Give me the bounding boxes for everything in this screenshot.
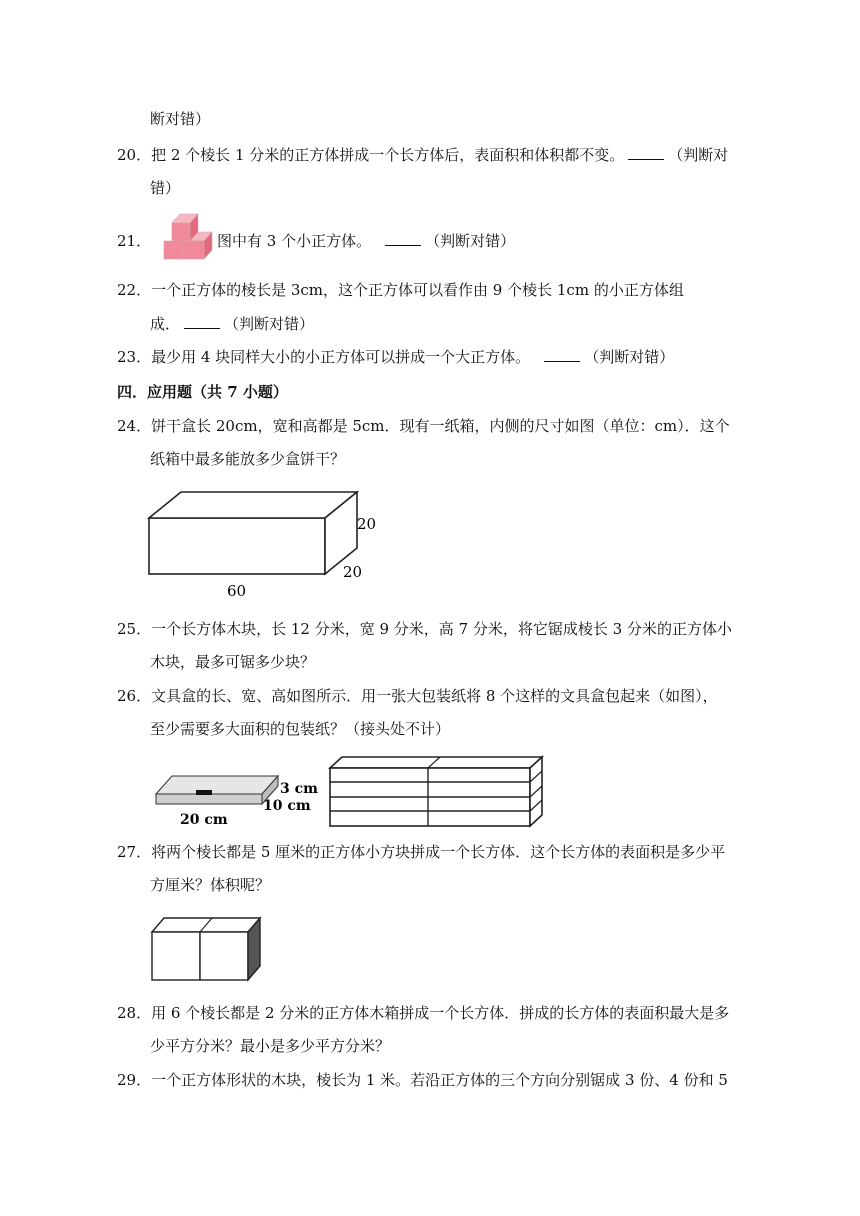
q20-number: 20． [117, 146, 152, 164]
q22-answer-blank[interactable] [184, 314, 220, 329]
q28-text: 用 6 个棱长都是 2 分米的正方体木箱拼成一个长方体．拼成的长方体的表面积最大是多 [151, 1004, 730, 1022]
q20-text: 把 2 个棱长 1 分米的正方体拼成一个长方体后，表面积和体积都不变。 [151, 146, 625, 164]
q25-text: 一个长方体木块，长 12 分米，宽 9 分米，高 7 分米，将它锯成棱长 3 分米的正方体小 [151, 620, 732, 638]
q26-text: 文具盒的长、宽、高如图所示．用一张大包装纸将 8 个这样的文具盒包起来（如图）， [151, 687, 718, 705]
q22-text: 一个正方体的棱长是 3cm，这个正方体可以看作由 9 个棱长 1cm 的小正方体组 [151, 281, 684, 299]
q23-answer-blank[interactable] [544, 347, 580, 362]
q20-answer-blank[interactable] [628, 145, 664, 160]
q24-number: 24． [117, 417, 152, 435]
q21-cubes-figure [158, 210, 216, 262]
q23-line [117, 346, 674, 368]
stack-top-face [330, 757, 542, 768]
q28-line2: 少平方分米？最小是多少平方分米？ [150, 1037, 391, 1055]
q24-box-figure [145, 484, 385, 604]
q27-text: 将两个棱长都是 5 厘米的正方体小方块拼成一个长方体．这个长方体的表面积是多少平 [151, 843, 726, 861]
q21-text: 图中有 3 个小正方体。 [217, 232, 372, 250]
q28-line1 [117, 1002, 729, 1024]
box-height-label: 20 [357, 515, 377, 533]
q22-line1 [117, 279, 684, 301]
box-length-label: 60 [227, 582, 247, 600]
q22-text-cont: 成． [150, 315, 181, 333]
q21-number: 21． [117, 232, 152, 250]
q21-line [217, 230, 515, 252]
q24-line1 [117, 415, 730, 437]
q22-line2 [150, 313, 314, 335]
q22-number: 22． [117, 281, 152, 299]
pencil-box-latch [196, 790, 212, 795]
q28-number: 28． [117, 1004, 152, 1022]
q23-judge: （判断对错） [584, 348, 675, 366]
left-cube-front [152, 932, 200, 980]
q29-text: 一个正方体形状的木块，棱长为 1 米。若沿正方体的三个方向分别锯成 3 份、4 份和 5 [151, 1071, 728, 1089]
cube-front-face [172, 223, 190, 241]
q27-line1 [117, 841, 725, 863]
q20-line2: 错） [150, 179, 181, 197]
q26-number: 26． [117, 687, 152, 705]
pencil-box-top [156, 776, 278, 794]
q22-judge: （判断对错） [224, 315, 315, 333]
pencil-box-front [156, 794, 262, 804]
pencil-box-width-label: 10 cm [263, 798, 311, 814]
pencil-box-height-label: 3 cm [280, 781, 318, 797]
cube-front-face [164, 241, 182, 259]
section-heading: 四．应用题（共 7 小题） [117, 383, 288, 401]
pencil-box-length-label: 20 cm [180, 812, 228, 828]
q21-answer-blank[interactable] [385, 231, 421, 246]
box-top-face [149, 492, 357, 518]
q25-line1 [117, 618, 732, 640]
cube-front-face [182, 241, 204, 259]
q25-number: 25． [117, 620, 152, 638]
q26-line2: 至少需要多大面积的包装纸？（接头处不计） [150, 720, 451, 738]
q19-tail: 断对错） [150, 110, 211, 128]
q24-text: 饼干盒长 20cm，宽和高都是 5cm．现有一纸箱，内侧的尺寸如图（单位：cm）．这个 [151, 417, 730, 435]
right-cube-front [200, 932, 248, 980]
box-front-face [149, 518, 325, 574]
q27-cubes-figure [148, 912, 264, 984]
q25-line2: 木块，最多可锯多少块？ [150, 653, 316, 671]
box-width-label: 20 [343, 563, 363, 581]
q29-line1 [117, 1069, 728, 1091]
q26-stacked-boxes-figure [328, 754, 548, 832]
q29-number: 29． [117, 1071, 152, 1089]
q26-line1 [117, 685, 718, 707]
q23-text: 最少用 4 块同样大小的小正方体可以拼成一个大正方体。 [151, 348, 531, 366]
q23-number: 23． [117, 348, 152, 366]
q20-line1 [117, 144, 728, 166]
q27-number: 27． [117, 843, 152, 861]
q21-judge: （判断对错） [425, 232, 516, 250]
q24-line2: 纸箱中最多能放多少盒饼干？ [150, 450, 346, 468]
q27-line2: 方厘米？体积呢？ [150, 876, 271, 894]
q20-judge: （判断对 [668, 146, 729, 164]
q26-pencil-box-figure [152, 770, 318, 828]
